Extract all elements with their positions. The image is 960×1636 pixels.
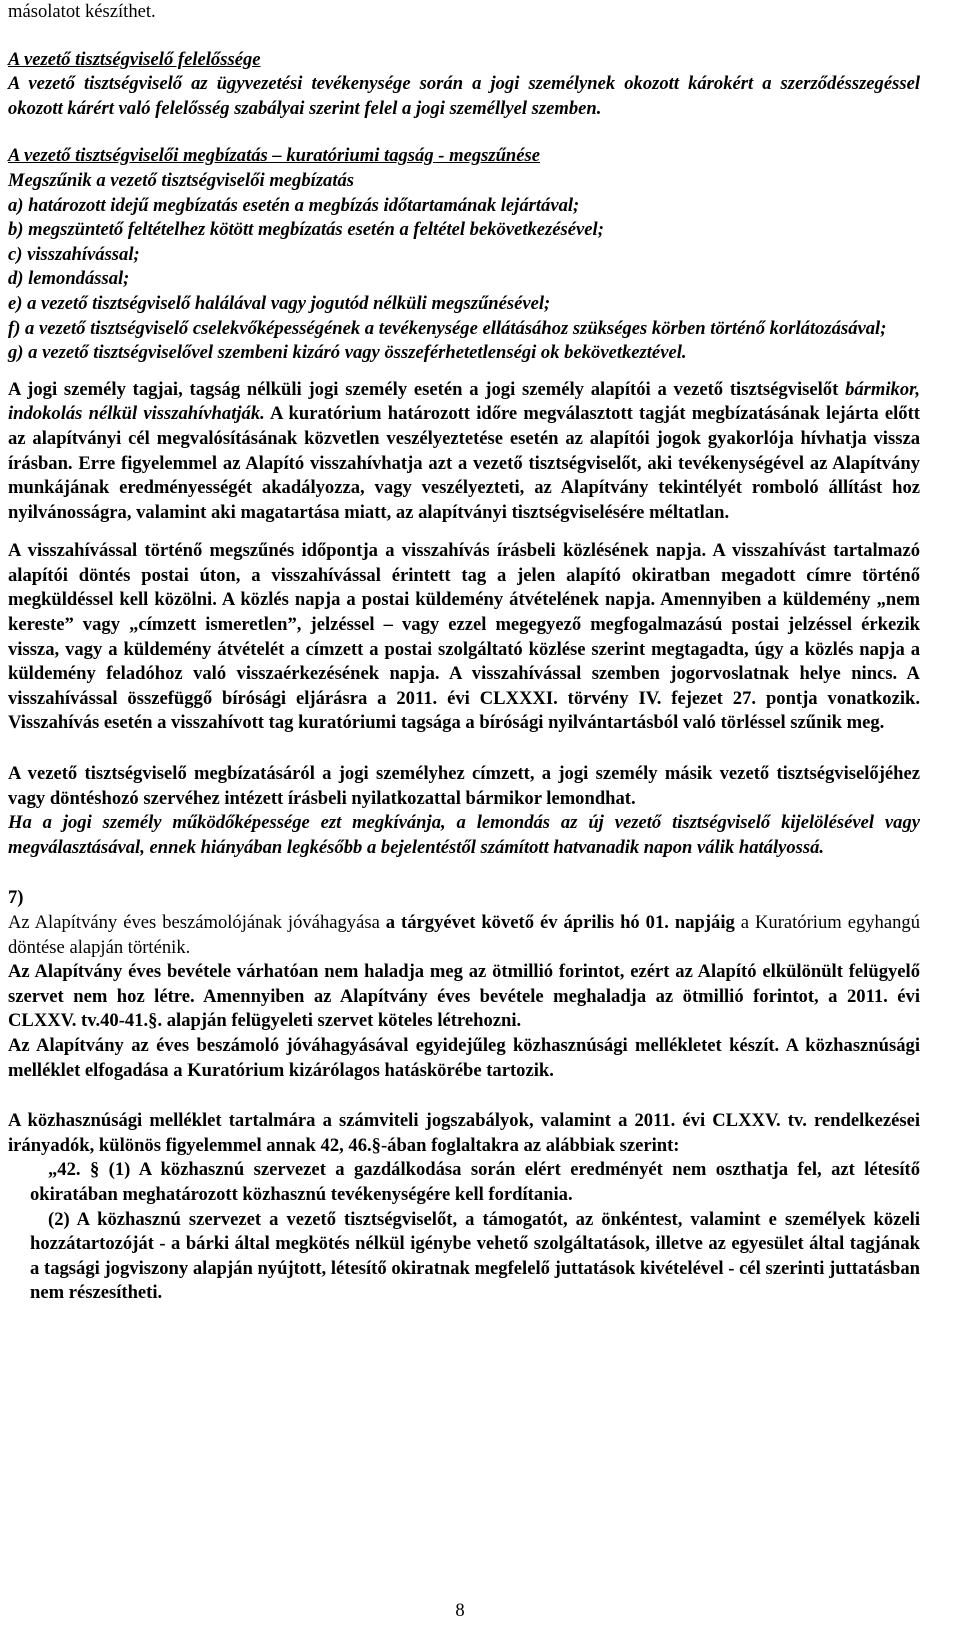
paragraph-resignation: A vezető tisztségviselő megbízatásáról a jogi személyhez címzett, a jogi személy másik vezető tisztségviselőjéhez vagy döntéshozó szervéhez intézett írásbeli nyilatkozattal bármikor lemondhat. [8, 763, 920, 809]
paragraph-approval [8, 911, 920, 960]
paragraph-annex-content: A közhasznúsági melléklet tartalmára a számviteli jogszabályok, valamint a 2011. évi CLXXV. tv. rendelkezései irányadók, különös figyelemmel annak 42, 46.§-ában foglaltakra az alábbiak szerint: [8, 1110, 920, 1156]
section-number-7: 7) [8, 887, 24, 909]
list-item: c) visszahívással; [8, 243, 140, 265]
list-item: d) lemondással; [8, 268, 130, 290]
recall-text-b: bármikor, indokolás nélkül visszahívhatják. [8, 378, 920, 425]
paragraph-public-benefit-annex: Az Alapítvány az éves beszámoló jóváhagyásával egyidejűleg közhasznúsági mellékletet készít. A közhasznúsági melléklet elfogadása a Kuratórium kizárólagos hatáskörébe tartozik. [8, 1034, 920, 1081]
quote-paragraph-1: „42. § (1) A közhasznú szervezet a gazdálkodása során elért eredményét nem oszthatja fel, azt létesítő okiratában meghatározott közhasznú tevékenységére kell fordítania. [30, 1159, 920, 1205]
approval-deadline: a tárgyévet követő év április hó 01. napjáig [385, 912, 735, 933]
list-item: e) a vezető tisztségviselő halálával vagy jogutód nélküli megszűnésével; [8, 292, 551, 314]
paragraph-supervisory-body: Az Alapítvány éves bevétele várhatóan nem haladja meg az ötmillió forintot, ezért az Alapító elkülönült felügyelő szervet nem hoz létre. Amennyiben az Alapítvány éves bevétele meghaladja az ötmillió forintot, a 2011. évi CLXXV. tv.40-41.§. alapján felügyeleti szervet köteles létrehozni. [8, 961, 920, 1032]
recall-text-a: A jogi személy tagjai, tagság nélküli jogi személy esetén a jogi személy alapítói a vezető tisztségviselőt [8, 378, 846, 400]
approval-text-c: a Kuratórium egyhangú döntése alapján történik. [8, 912, 920, 958]
paragraph-recall-date: A visszahívással történő megszűnés időpontja a visszahívás írásbeli közlésének napja. A visszahívást tartalmazó alapítói döntés postai úton, a visszahívással érintett tag a jelen alapító okiratban megadott címre történő megküldéssel kell közölni. A közlés napja a postai küldemény átvételének napja. Amennyiben a küldemény „nem kereste” vagy „címzett ismeretlen”, jelzéssel – vagy ezzel megegyező megfogalmazású postai jelzéssel érkezik vissza, vagy a küldemény átvételét a címzett a postai szolgáltató közlése szerint megtagadta, úgy a közlés napja a küldemény feladóhoz való visszaérkezésének napja. A visszahívással szemben jogorvoslatnak helye nincs. A visszahívással összefüggő bírósági eljárásra a 2011. évi CLXXXI. törvény IV. fejezet 27. pontja vonatkozik. Visszahívás esetén a visszahívott tag kuratóriumi tagsága a bírósági nyilvántartásból való törléssel szűnik meg. [8, 540, 920, 734]
list-item: g) a vezető tisztségviselővel szembeni kizáró vagy összeférhetetlenségi ok bekövetkeztével. [8, 342, 687, 364]
paragraph-resignation-effect: Ha a jogi személy működőképessége ezt megkívánja, a lemondás az új vezető tisztségviselő kijelölésével vagy megválasztásával, ennek hiányában legkésőbb a bejelentéstől számított hatvanadik napon válik hatályossá. [8, 812, 920, 858]
section-heading-termination: A vezető tisztségviselői megbízatás – kuratóriumi tagság - megszűnése [8, 145, 541, 167]
termination-intro: Megszűnik a vezető tisztségviselői megbízatás [8, 169, 355, 191]
page-number: 8 [455, 1600, 465, 1621]
paragraph-liability: A vezető tisztségviselő az ügyvezetési tevékenysége során a jogi személynek okozott károkért a szerződésszegéssel okozott kárért való felelősség szabályai szerint felel a jogi személlyel szemben. [8, 73, 920, 119]
page-content [8, 0, 920, 1306]
paragraph-recall [8, 378, 920, 526]
list-item: f) a vezető tisztségviselő cselekvőképességének a tevékenysége ellátásához szükséges körben történő korlátozásával; [8, 317, 887, 339]
termination-list [8, 194, 920, 366]
top-line: másolatot készíthet. [8, 1, 156, 22]
approval-text-a: Az Alapítvány éves beszámolójának jóváhagyása [8, 912, 386, 933]
section-heading-liability: A vezető tisztségviselő felelőssége [8, 48, 261, 70]
list-item: b) megszüntető feltételhez kötött megbízatás esetén a feltétel bekövetkezésével; [8, 219, 604, 241]
quote-paragraph-2: (2) A közhasznú szervezet a vezető tisztségviselőt, a támogatót, az önkéntest, valamint e személyek közeli hozzátartozóját - a bárki által megkötés nélkül igénybe vehető szolgáltatások, illetve az egyesület által tagjának a tagsági jogviszony alapján nyújtott, létesítő okiratnak megfelelő juttatások kivételével - cél szerinti juttatásban nem részesítheti. [30, 1208, 920, 1304]
recall-text-c: A kuratórium határozott időre megválasztott tagját megbízatásának lejárta előtt az alapítványi cél megvalósításának közvetlen veszélyeztetése esetén az alapítói jogok gyakorlója hívhatja vissza írásban. Erre figyelemmel az Alapító visszahívhatja azt a vezető tisztségviselőt, aki tevékenységével az Alapítvány munkájának eredményességét akadályozza, vagy veszélyezteti, az Alapítvány tekintélyét romboló állítást hoz nyilvánosságra, valamint aki magatartása miatt, az alapítványi tisztségviselésére méltatlan. [8, 403, 920, 523]
list-item: a) határozott idejű megbízatás esetén a megbízás időtartamának lejártával; [8, 194, 580, 216]
